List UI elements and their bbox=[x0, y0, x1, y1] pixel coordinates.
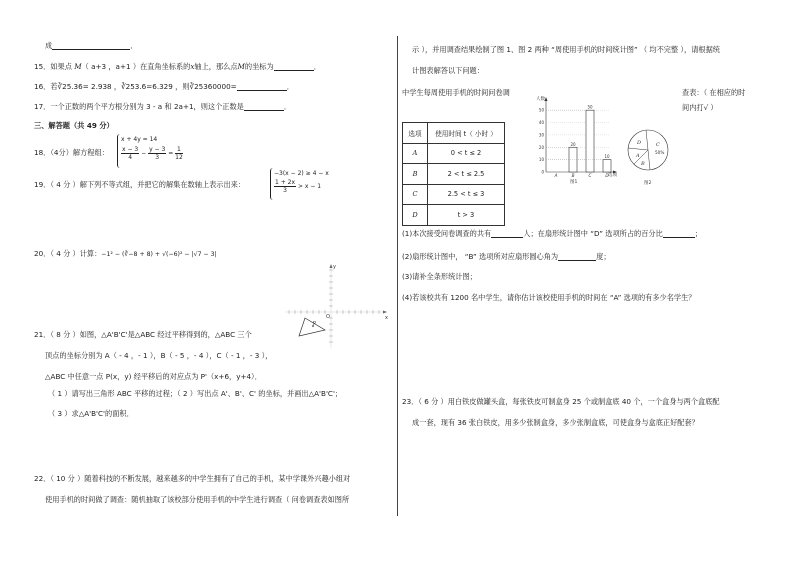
question-22-line2: 使用手机的时间做了调查：随机抽取了该校部分使用手机的中学生进行调查（ 问卷调查表如图所 bbox=[45, 495, 350, 504]
bar-C bbox=[586, 110, 594, 172]
bar-chart-tick-label: 50 bbox=[538, 107, 544, 113]
bar-chart-tick-label: 10 bbox=[538, 157, 544, 163]
header-option: 选项 bbox=[403, 123, 428, 144]
q21-coordinate-figure bbox=[283, 262, 393, 352]
bar-data-label-B: 20 bbox=[570, 141, 576, 147]
question-22-part3: (3)请补全条形统计图； bbox=[402, 272, 477, 281]
question-21-line5: （ 3 ）求△A'B'C'的面积． bbox=[48, 409, 134, 418]
question-18: 18．（4分）解方程组： bbox=[34, 148, 109, 157]
bar-chart-xlabel: 选项 bbox=[608, 173, 617, 178]
column-divider bbox=[397, 36, 398, 516]
question-23-line2: 成一套，现有 36 张白铁皮，用多少张制盒身，多少张制盒底，可使盒身与盒底正好配套？ bbox=[412, 418, 699, 427]
q17-blank[interactable] bbox=[244, 102, 284, 111]
pie-caption: 图2 bbox=[644, 181, 652, 186]
question-23-line1: 23．（ 6 分 ）用白铁皮做罐头盒，每张铁皮可制盒身 25 个或制盒底 40 个，一个盒身与两个盒底配 bbox=[402, 397, 720, 406]
section-3-heading: 三、解答题（共 49 分） bbox=[34, 121, 114, 130]
pie-label-pct: 50% bbox=[655, 150, 665, 155]
survey-table bbox=[402, 122, 505, 226]
question-22-line1: 22．（ 10 分 ）随着科技的不断发展，越来越多的中学生拥有了自己的手机，某中学课外兴趣小组对 bbox=[34, 474, 351, 483]
pie-label-d: D bbox=[637, 140, 642, 146]
triangle-abc bbox=[299, 318, 325, 336]
q18-eq2: $\frac{x - 3}{4}$ − $\frac{y - 3}{3}$ = $\frac{1}{12}$ bbox=[122, 146, 183, 161]
question-22-part4: (4)若该校共有 1200 名中学生，请你估计该校使用手机的时间在 “A” 选项的有多少名学生？ bbox=[402, 293, 696, 302]
question-15: 15．如果点 M（ a+3 ，a+1 ）在直角坐标系的x轴上，那么点M的坐标为 ． bbox=[34, 62, 321, 71]
p2-blank-angle[interactable] bbox=[558, 252, 596, 261]
bar-category-label-D: D bbox=[605, 173, 609, 178]
survey-title-right: 查表：（ 在相应的时 bbox=[682, 88, 746, 97]
question-21-line2: 顶点的坐标分别为 A（ - 4 ，- 1 ），B（ - 5 ，- 4 ），C（ - 1 ，- 3 ）， bbox=[45, 351, 273, 360]
bar-D bbox=[603, 160, 611, 172]
pie-label-c: C bbox=[656, 142, 660, 148]
q19-brace bbox=[270, 168, 273, 200]
table-row: A 0 < t ≤ 2 bbox=[403, 143, 505, 164]
pie-label-a: A bbox=[636, 153, 640, 159]
p1-blank-percent[interactable] bbox=[663, 229, 695, 238]
bar-data-label-D: 10 bbox=[604, 154, 610, 160]
question-22-part1: (1)本次接受问卷调查的共有 人；在扇形统计图中 “D” 选项所占的百分比 ； bbox=[402, 229, 703, 238]
bar-chart-caption: 图1 bbox=[570, 180, 578, 184]
bar-data-label-C: 50 bbox=[587, 104, 593, 110]
figure-2-pie-chart bbox=[624, 124, 674, 188]
figure-1-bar-chart bbox=[530, 92, 622, 184]
table-row: C 2.5 < t ≤ 3 bbox=[403, 184, 505, 205]
q14-blank[interactable] bbox=[52, 41, 130, 50]
q22-cont-line1: 示 ），并用调查结果绘制了图 1、图 2 两种 “周使用手机的时间统计图” （ 均不完整 ），请根据统 bbox=[412, 45, 720, 54]
bar-chart-tick-label: 0 bbox=[541, 169, 544, 175]
q16-blank[interactable] bbox=[237, 82, 287, 91]
fig-label-y: y bbox=[333, 264, 336, 270]
question-21-line4: （ 1 ）请写出三角形 ABC 平移的过程；（ 2 ）写出点 A'、B'、C' 的坐标，并画出△A'B'C'； bbox=[48, 389, 343, 398]
bar-chart-tick-label: 20 bbox=[538, 144, 544, 150]
q22-cont-line2: 计图表解答以下问题： bbox=[412, 66, 484, 75]
bar-category-label-B: B bbox=[571, 173, 575, 178]
question-20: 20．（ 4 分 ）计算：−1² − (∛−8 + 8) + √(−6)² − |√7 − 3| bbox=[34, 249, 217, 258]
table-header-row bbox=[403, 123, 505, 144]
bar-category-label-C: C bbox=[588, 173, 592, 178]
fig-label-p: P bbox=[313, 321, 317, 327]
question-17: 17．一个正数的两个平方根分别为 3 - a 和 2a+1，则这个正数是 ． bbox=[34, 102, 292, 111]
q19-ineq1: −3(x − 2) ≥ 4 − x bbox=[274, 170, 329, 177]
question-21-line1: 21．（ 8 分 ）如图，△A'B'C'是△ABC 经过平移得到的，△ABC 三个 bbox=[34, 330, 252, 339]
question-16: 16．若∛25.36= 2.938 ，∛253.6=6.329 ，则∛25360000= ． bbox=[34, 82, 294, 91]
survey-title-right2: 间内打√ ） bbox=[682, 103, 718, 112]
table-row: D t > 3 bbox=[403, 205, 505, 226]
q18-eq1: x + 4y = 14 bbox=[121, 136, 158, 143]
bar-chart-tick-label: 40 bbox=[538, 120, 544, 126]
q19-ineq2: $\frac{1 + 2x}{3}$ > x − 1 bbox=[275, 179, 322, 194]
question-19: 19．（ 4 分 ）解下列不等式组，并把它的解集在数轴上表示出来： bbox=[34, 180, 246, 189]
p1-blank-count[interactable] bbox=[491, 229, 523, 238]
bar-chart-tick-label: 30 bbox=[538, 132, 544, 138]
header-time: 使用时间 t（ 小时 ） bbox=[428, 123, 505, 144]
fig-label-x: x bbox=[385, 315, 388, 321]
pie-label-b: B bbox=[641, 161, 645, 167]
bar-chart-ylabel: 人数 bbox=[536, 97, 545, 102]
q14-tail: 成 ． bbox=[45, 41, 138, 50]
question-21-line3: △ABC 中任意一点 P(x，y) 经平移后的对应点为 P'（x+6，y+4）． bbox=[45, 372, 262, 381]
q18-brace bbox=[117, 134, 120, 168]
bar-category-label-A: A bbox=[554, 173, 558, 178]
survey-title: 中学生每周使用手机的时间问卷调 bbox=[402, 88, 510, 97]
q15-blank[interactable] bbox=[274, 62, 314, 71]
table-row: B 2 < t ≤ 2.5 bbox=[403, 164, 505, 185]
question-22-part2: (2)扇形统计图中， “B” 选项所对应扇形圆心角为 度； bbox=[402, 252, 611, 261]
fig-label-o: O bbox=[326, 314, 330, 320]
